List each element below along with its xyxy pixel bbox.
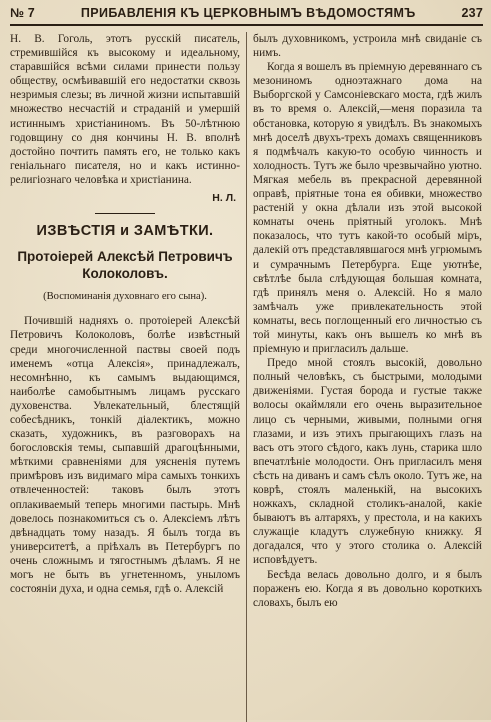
issue-number: № 7 — [10, 6, 35, 20]
gogol-paragraph: Н. В. Гоголь, этотъ русскій писатель, стремившійся къ высокому и идеальному, старавшійся всѣми силами принести пользу обществу, осмѣивавшій его недостатки сквозь незримыя слезы; въ личной жизни испытавшій множество несчастій и страданій и умершій истиннымъ христіаниномъ. Въ 50-лѣтнюю годовщину со дня кончины Н. В. вполнѣ достойно почтить память его, не только какъ геніальнаго писателя, но и какъ истинно-религіознаго человѣка и христіанина. — [10, 33, 240, 186]
article-subtitle: (Воспоминанія духовнаго его сына). — [43, 291, 207, 303]
article-paragraph: былъ духовникомъ, устроила мнѣ свиданіе съ нимъ. — [253, 33, 482, 60]
author-signature: Н. Л. — [212, 192, 236, 205]
article-paragraph: Бесѣда велась довольно долго, и я былъ пораженъ ею. Когда я въ довольно короткихъ словахъ, былъ ею — [253, 568, 482, 609]
article-paragraph: Почившій надняхъ о. протоіерей Алексѣй Петровичъ Колоколовъ, болѣе извѣстный среди многочисленной паствы своей подъ именемъ «отца Алексія», принадлежалъ, несомнѣнно, къ самымъ выдающимся, наиболѣе самобытнымъ лицамъ русскаго духовенства. Увлекательный, блестящій собесѣдникъ, тонкій діалектикъ, можно сказать, художникъ, въ разговорахъ на богословскія темы, сыпавшій драгоцѣнными, мѣткими сравненіями для уясненія путемъ примѣровъ изъ видимаго міра самыхъ тонкихъ отвлеченностей: таковъ былъ этотъ оплакиваемый теперь многими пастырь. Мнѣ довелось познакомиться съ о. Алексіемъ лѣтъ двѣнадцать тому назадъ. Я былъ тогда въ университетѣ, а пріѣхалъ въ Петербургъ по очень сложнымъ и тягостнымъ дѣламъ. Я не могъ не быть въ угнетенномъ, уныломъ состояніи духа, и одна семья, гдѣ о. Алексій — [10, 315, 240, 596]
left-column — [10, 32, 246, 722]
running-header — [10, 6, 483, 22]
right-column — [246, 32, 482, 722]
page-number: 237 — [461, 6, 483, 20]
section-heading: ИЗВѢСТІЯ и ЗАМѢТКИ. — [36, 223, 214, 240]
header-rule — [10, 24, 483, 26]
article-paragraph: Когда я вошелъ въ пріемную деревяннаго съ мезониномъ одноэтажнаго дома на Выборгской у Самсоніевскаго моста, гдѣ жилъ въ то время о. Алексій,—меня поразила та обстановка, которую я увидѣлъ. Въ знакомыхъ мнѣ доселѣ двухъ-трехъ домахъ священниковъ я подмѣчалъ какую-то особую чинность и холодность. Тутъ же было чрезвычайно уютно. Мягкая мебель въ прекрасной деревянной оправѣ, пріятные тона ея обивки, множество растеній у окна дѣлали изъ этой высокой комнаты очень пріятный уголокъ. Мнѣ показалось, что тутъ какой-то особый міръ, далекій отъ представлявшагося мнѣ угрюмымъ и сумрачнымъ Петербурга. Еще уютнѣе, свѣтлѣе была слѣдующая большая комната, гдѣ принялъ меня о. Алексій. Но я мало замѣчалъ уже привлекательность этой комнаты, весь поглощенный его личностью съ той минуты, какъ онъ вышелъ ко мнѣ въ пріемную и пригласилъ дальше. — [253, 61, 482, 356]
section-divider — [95, 213, 155, 214]
two-column-body — [10, 32, 483, 722]
journal-title: ПРИБАВЛЕНІЯ КЪ ЦЕРКОВНЫМЪ ВѢДОМОСТЯМЪ — [80, 6, 416, 20]
article-title: Протоіерей Алексѣй Петровичъ Колоколовъ. — [17, 249, 233, 282]
article-paragraph: Предо мной стоялъ высокій, довольно полный человѣкъ, съ быстрыми, молодыми движеніями. Густая борода и густые также волосы окаймляли его очень выразительное лицо съ черными, живыми, полными огня глазами, и изъ этихъ прыгающихъ глазъ на васъ отъ этого сѣдого, какъ лунь, старика шло впечатлѣніе молодости. Онъ пригласилъ меня сѣсть на диванъ и самъ сѣлъ около. Тутъ же, на коврѣ, стоялъ маленькій, на высокихъ ножкахъ, складной столикъ-аналой, какіе бываютъ въ алтаряхъ, у престола, и на какихъ служащіе кладутъ служебную книжку. Я догадался, что у этого столика о. Алексій исповѣдуетъ. — [253, 357, 482, 567]
